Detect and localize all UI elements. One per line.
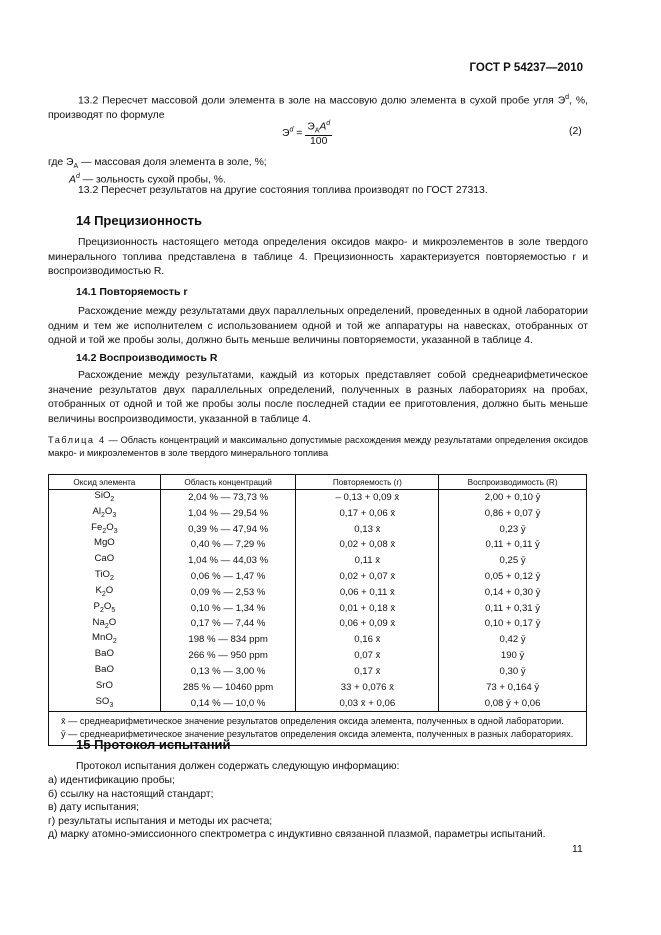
cell-reproducibility: 2,00 + 0,10 ȳ bbox=[439, 490, 587, 506]
cell-repeatability: 0,02 + 0,08 x̄ bbox=[296, 537, 439, 553]
section-15-intro: Протокол испытания должен содержать следующую информацию: bbox=[76, 761, 400, 772]
section-13-paragraph-2: 13.2 Пересчет результатов на другие состояния топлива производят по ГОСТ 27313. bbox=[78, 185, 488, 196]
cell-reproducibility: 0,42 ȳ bbox=[439, 632, 587, 648]
section-14-1-text: Расхождение между результатами двух параллельных определений, проведенных в одной лаборатории одним и тем же исполнителем с использованием одной и той же аппаратуры на навесках, отобранных от одной и той же пробы золы, должно быть меньше величины повторяемости, указанной в таблице 4. bbox=[48, 306, 588, 347]
formula-numerator: $Э_AA^d$ bbox=[307, 120, 331, 135]
cell-repeatability: 0,13 x̄ bbox=[296, 522, 439, 538]
section-14-intro: Прецизионность настоящего метода определения оксидов макро- и микроэлементов в золе твердого минерального топлива представлена в таблице 4. Прецизионность характеризуется повторяемостью r и воспроизводимостью R. bbox=[48, 237, 588, 278]
cell-oxide: SrO bbox=[49, 680, 161, 696]
formula-2 bbox=[282, 120, 332, 147]
cell-range: 0,13 % — 3,00 % bbox=[160, 664, 296, 680]
cell-range: 266 % — 950 ppm bbox=[160, 648, 296, 664]
cell-oxide: $K_2O$ bbox=[49, 585, 161, 601]
header-range: Область концентраций bbox=[160, 475, 296, 490]
cell-repeatability: 0,16 x̄ bbox=[296, 632, 439, 648]
cell-repeatability: 0,17 x̄ bbox=[296, 664, 439, 680]
cell-oxide: $Fe_2O_3$ bbox=[49, 522, 161, 538]
cell-oxide: CaO bbox=[49, 553, 161, 569]
cell-reproducibility: 0,11 + 0,11 ȳ bbox=[439, 537, 587, 553]
cell-reproducibility: 190 ȳ bbox=[439, 648, 587, 664]
cell-reproducibility: 0,86 + 0,07 ȳ bbox=[439, 506, 587, 522]
formula-fraction bbox=[305, 120, 332, 147]
section-14-title: 14 Прецизионность bbox=[76, 213, 203, 228]
cell-oxide: $Na_2O$ bbox=[49, 617, 161, 633]
table-row bbox=[49, 696, 587, 712]
cell-range: 285 % — 10460 ppm bbox=[160, 680, 296, 696]
table-row bbox=[49, 632, 587, 648]
table-row bbox=[49, 506, 587, 522]
list-item: б) ссылку на настоящий стандарт; bbox=[48, 788, 214, 800]
cell-range: 2,04 % — 73,73 % bbox=[160, 490, 296, 506]
cell-range: 0,10 % — 1,34 % bbox=[160, 601, 296, 617]
p1-symbol: Э bbox=[557, 95, 566, 107]
cell-oxide: $Al_2O_3$ bbox=[49, 506, 161, 522]
cell-range: 0,17 % — 7,44 % bbox=[160, 617, 296, 633]
section-13-paragraph-1 bbox=[48, 91, 588, 124]
p1-text-c: , %, производят по формуле bbox=[48, 95, 588, 122]
cell-repeatability: 0,07 x̄ bbox=[296, 648, 439, 664]
table-row bbox=[49, 537, 587, 553]
formula-eq: = bbox=[293, 128, 306, 140]
table-row bbox=[49, 490, 587, 506]
cell-repeatability: 0,17 + 0,06 x̄ bbox=[296, 506, 439, 522]
table-4-caption bbox=[48, 434, 588, 460]
table-row bbox=[49, 617, 587, 633]
table-caption-label: Таблица 4 bbox=[48, 435, 106, 445]
cell-oxide: SiO$_2$ bbox=[49, 490, 161, 506]
cell-range: 0,40 % — 7,29 % bbox=[160, 537, 296, 553]
table-caption-text: — Область концентраций и максимально допустимые расхождения между результатами определения оксидов макро- и микроэлементов в золе твердого минерального топлива bbox=[48, 435, 588, 458]
cell-oxide: BaO bbox=[49, 648, 161, 664]
cell-repeatability: 0,01 + 0,18 x̄ bbox=[296, 601, 439, 617]
cell-reproducibility: 0,05 + 0,12 ȳ bbox=[439, 569, 587, 585]
table-4 bbox=[48, 474, 587, 746]
list-item: а) идентификацию пробы; bbox=[48, 775, 175, 786]
cell-range: 1,04 % — 44,03 % bbox=[160, 553, 296, 569]
list-item: в) дату испытания; bbox=[48, 802, 140, 814]
cell-reproducibility: 0,08 ȳ + 0,06 bbox=[439, 696, 587, 712]
document-standard-header: ГОСТ Р 54237—2010 bbox=[469, 62, 583, 74]
p1-text-a: 13.2 Пересчет массовой доли элемента в золе на массовую долю элемента в сухой пробе угля bbox=[78, 95, 554, 107]
cell-reproducibility: 0,23 ȳ bbox=[439, 522, 587, 538]
cell-oxide: MgO bbox=[49, 537, 161, 553]
table-note: ȳ — среднеарифметическое значение результатов определения оксида элемента, полученных в разных лабораториях. bbox=[61, 729, 574, 740]
section-15-title: 15 Протокол испытаний bbox=[76, 737, 231, 752]
section-14-1-title: 14.1 Повторяемость r bbox=[76, 286, 188, 298]
cell-reproducibility: 0,25 ȳ bbox=[439, 553, 587, 569]
cell-oxide: BaO bbox=[49, 664, 161, 680]
header-repeatability: Повторяемость (r) bbox=[296, 475, 439, 490]
cell-repeatability: 0,03 x̄ + 0,06 bbox=[296, 696, 439, 712]
cell-repeatability: 0,02 + 0,07 x̄ bbox=[296, 569, 439, 585]
table-row bbox=[49, 569, 587, 585]
page-number: 11 bbox=[572, 844, 583, 855]
table-note: x̄ — среднеарифметическое значение результатов определения оксида элемента, полученных в одной лаборатории. bbox=[61, 716, 564, 727]
cell-repeatability: 33 + 0,076 x̄ bbox=[296, 680, 439, 696]
cell-oxide: $SO_3$ bbox=[49, 696, 161, 712]
formula-lhs-sup: d bbox=[289, 126, 294, 134]
cell-range: 1,04 % — 29,54 % bbox=[160, 506, 296, 522]
cell-range: 0,09 % — 2,53 % bbox=[160, 585, 296, 601]
table-header-row bbox=[49, 475, 587, 490]
section-14-2-text: Расхождение между результатами, каждый из которых представляет собой среднеарифметическое значение результатов двух параллельных определений, полученных в разных лабораториях на пробах, отобранных от одной и той же пробы золы после последней стадии ее приготовления, должно быть меньше величины воспроизводимости, указанной в таблице 4. bbox=[48, 370, 588, 425]
cell-reproducibility: 0,10 + 0,17 ȳ bbox=[439, 617, 587, 633]
cell-repeatability: 0,11 x̄ bbox=[296, 553, 439, 569]
list-item: д) марку атомно-эмиссионного спектрометра с индуктивно связанной плазмой, параметры испытаний. bbox=[48, 829, 546, 841]
cell-oxide: MnO$_2$ bbox=[49, 632, 161, 648]
formula-lhs: Э bbox=[282, 128, 290, 140]
cell-oxide: $P_2O_5$ bbox=[49, 601, 161, 617]
cell-range: 0,06 % — 1,47 % bbox=[160, 569, 296, 585]
cell-oxide: TiO$_2$ bbox=[49, 569, 161, 585]
table-row bbox=[49, 522, 587, 538]
table-row bbox=[49, 680, 587, 696]
cell-reproducibility: 73 + 0,164 ȳ bbox=[439, 680, 587, 696]
p1-symbol-sup: d bbox=[565, 94, 570, 101]
formula-denominator: 100 bbox=[310, 135, 328, 147]
table-row bbox=[49, 553, 587, 569]
table-row bbox=[49, 664, 587, 680]
section-15-list bbox=[48, 774, 546, 842]
cell-range: 198 % — 834 ppm bbox=[160, 632, 296, 648]
cell-repeatability: – 0,13 + 0,09 x̄ bbox=[296, 490, 439, 506]
formula-where-line-1: где $Э_A$ — массовая доля элемента в золе, %; bbox=[48, 157, 267, 171]
formula-number: (2) bbox=[569, 126, 582, 137]
cell-repeatability: 0,06 + 0,09 x̄ bbox=[296, 617, 439, 633]
table-row bbox=[49, 648, 587, 664]
cell-range: 0,14 % — 10,0 % bbox=[160, 696, 296, 712]
table-row bbox=[49, 585, 587, 601]
section-14-2-title: 14.2 Воспроизводимость R bbox=[76, 352, 218, 364]
cell-repeatability: 0,06 + 0,11 x̄ bbox=[296, 585, 439, 601]
header-oxide: Оксид элемента bbox=[49, 475, 161, 490]
cell-range: 0,39 % — 47,94 % bbox=[160, 522, 296, 538]
formula-where-line-2: $A^d$ — зольность сухой пробы, %. bbox=[69, 173, 226, 186]
cell-reproducibility: 0,11 + 0,31 ȳ bbox=[439, 601, 587, 617]
cell-reproducibility: 0,30 ȳ bbox=[439, 664, 587, 680]
list-item: г) результаты испытания и методы их расчета; bbox=[48, 815, 273, 827]
cell-reproducibility: 0,14 + 0,30 ȳ bbox=[439, 585, 587, 601]
table-row bbox=[49, 601, 587, 617]
header-reproducibility: Воспроизводимость (R) bbox=[439, 475, 587, 490]
